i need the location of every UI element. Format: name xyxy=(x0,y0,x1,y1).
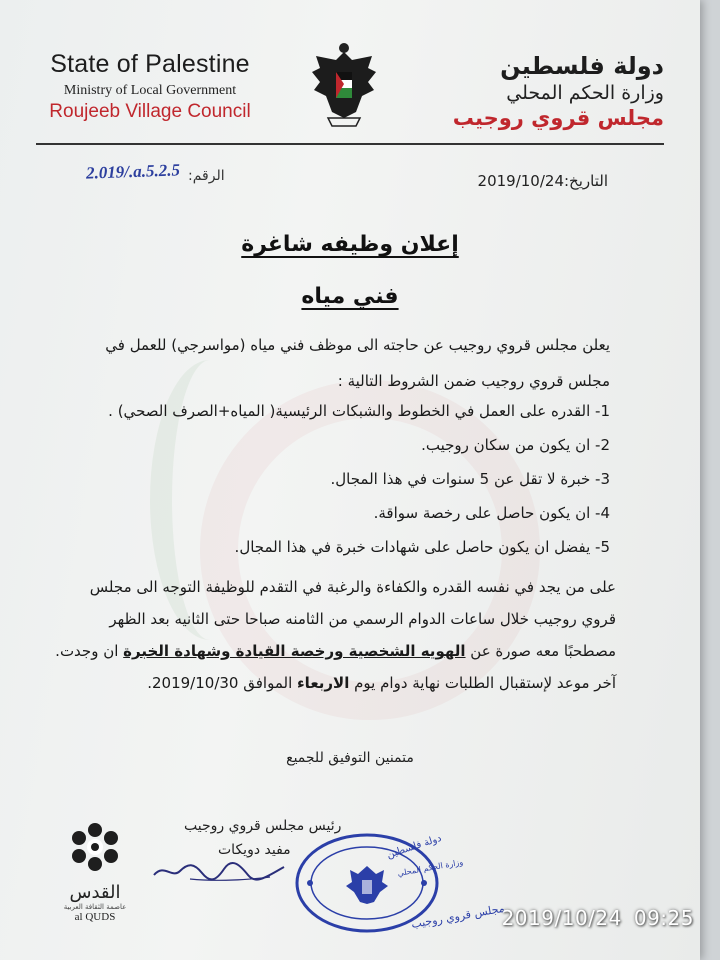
al-quds-arabic: القدس xyxy=(69,882,121,903)
position-title: فني مياه xyxy=(301,284,399,309)
ar-ministry-label: وزارة الحكم المحلي xyxy=(506,82,664,104)
application-line: آخر موعد لإستقبال الطلبات نهاية دوام يوم الاربعاء الموافق 2019/10/30. xyxy=(147,674,616,692)
application-paragraph xyxy=(55,578,616,692)
announcement-title: إعلان وظيفه شاغرة xyxy=(241,232,459,257)
palestine-eagle-emblem-icon xyxy=(306,38,382,134)
handwritten-signature-icon xyxy=(150,855,290,885)
conditions-list xyxy=(70,402,610,556)
ar-council-label: مجلس قروي روجيب xyxy=(452,106,664,130)
en-state-title: State of Palestine xyxy=(50,50,250,78)
reference-label: الرقم: xyxy=(188,168,225,184)
condition-item: 3- خبرة لا تقل عن 5 سنوات في هذا المجال. xyxy=(330,470,610,488)
stamp-bottom-text: مجلس قروي روجيب xyxy=(410,901,506,931)
letterhead-arabic xyxy=(424,52,664,130)
official-stamp-icon xyxy=(292,828,506,938)
condition-item: 2- ان يكون من سكان روجيب. xyxy=(421,436,610,454)
required-documents: الهويه الشخصية ورخصة القيادة وشهادة الخبرة xyxy=(123,642,466,660)
condition-item: 5- يفضل ان يكون حاصل على شهادات خبرة في هذا المجال. xyxy=(234,538,610,556)
header-divider xyxy=(36,143,664,145)
intro-line: يعلن مجلس قروي روجيب عن حاجته الى موظف فني مياه (مواسرجي) للعمل في xyxy=(105,336,610,354)
closing-line: متمنين التوفيق للجميع xyxy=(286,750,414,766)
camera-timestamp xyxy=(502,906,694,930)
intro-line: مجلس قروي روجيب ضمن الشروط التالية : xyxy=(337,372,610,390)
al-quds-flower-icon xyxy=(65,820,125,876)
ar-state-title: دولة فلسطين xyxy=(500,52,664,80)
letterhead-english xyxy=(40,50,260,123)
document-date: التاريخ:2019/10/24 xyxy=(477,172,608,190)
stamp-ministry-text: وزارة الحكم المحلي xyxy=(396,857,464,878)
reference-number: 2.019/.a.5.2.5 xyxy=(85,160,181,183)
en-ministry-label: Ministry of Local Government xyxy=(63,83,237,98)
stamp-top-text: دولة فلسطين xyxy=(385,832,443,861)
signatory-title: رئيس مجلس قروي روجيب xyxy=(184,818,342,834)
al-quds-subtitle: عاصمة الثقافة العربية xyxy=(63,903,127,911)
condition-item: 4- ان يكون حاصل على رخصة سواقة. xyxy=(373,504,610,522)
timestamp-time: 09:25 xyxy=(633,906,694,930)
al-quds-logo xyxy=(50,820,140,940)
application-line: على من يجد في نفسه القدره والكفاءة والرغبة في التقدم للوظيفة التوجه الى مجلس xyxy=(89,578,616,596)
timestamp-date: 2019/10/24 xyxy=(501,906,622,930)
application-line: مصطحبًا معه صورة عن الهويه الشخصية ورخصة القيادة وشهادة الخبرة ان وجدت. xyxy=(55,642,616,660)
deadline-day: الاربعاء xyxy=(297,674,350,692)
en-council-label: Roujeeb Village Council xyxy=(49,101,251,122)
application-line: قروي روجيب خلال ساعات الدوام الرسمي من الثامنه صباحا حتى الثانيه بعد الظهر xyxy=(109,610,616,628)
intro-paragraph xyxy=(70,336,610,390)
signatory-name: مفيد دويكات xyxy=(218,842,291,858)
al-quds-english: al QUDS xyxy=(74,911,116,923)
condition-item: 1- القدره على العمل في الخطوط والشبكات الرئيسية( المياه+الصرف الصحي) . xyxy=(108,402,610,420)
